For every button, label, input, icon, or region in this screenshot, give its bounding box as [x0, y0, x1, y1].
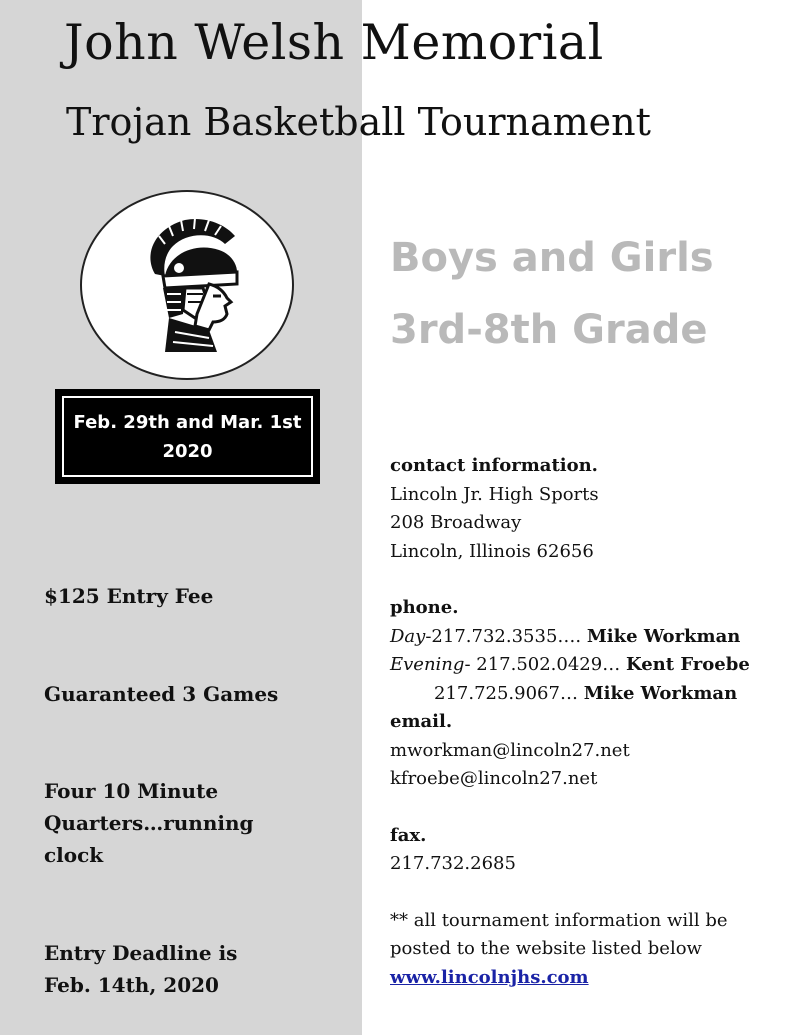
trojan-logo [80, 190, 294, 380]
date-line-2: 2020 [162, 440, 213, 462]
grades-line-1: Boys and Girls [390, 235, 714, 281]
quarters-info [44, 775, 254, 871]
website-link[interactable]: www.lincolnjhs.com [390, 966, 589, 988]
date-line-1: Feb. 29th and Mar. 1st [73, 411, 302, 433]
phone-alt [390, 680, 790, 709]
email-address-2[interactable]: kfroebe@lincoln27.net [390, 768, 598, 789]
left-panel [0, 0, 362, 1035]
quarters-line-1: Four 10 Minute [44, 779, 219, 803]
entry-deadline [44, 937, 237, 1001]
phone-alt-number: 217.725.9067… [434, 682, 578, 704]
phone-evening-number: - 217.502.0429… [464, 654, 621, 675]
phone-day-number: -217.732.3535…. [425, 625, 582, 647]
grades-line-2: 3rd-8th Grade [390, 307, 708, 353]
title-line-2: Trojan Basketball Tournament [66, 100, 651, 144]
deadline-line-1: Entry Deadline is [44, 941, 238, 965]
contact-heading: contact information. [390, 455, 598, 476]
phone-evening-person: Kent Froebe [625, 654, 750, 675]
date-badge [55, 389, 320, 484]
phone-evening-label: Evening [390, 654, 465, 675]
title-line-1: John Welsh Memorial [64, 14, 604, 71]
deadline-line-2: Feb. 14th, 2020 [44, 973, 219, 997]
grades-heading [390, 222, 714, 366]
quarters-line-3: clock [44, 843, 104, 867]
quarters-line-2: Quarters…running [44, 811, 254, 835]
note-line-2: posted to the website listed below [390, 938, 702, 959]
fax-number: 217.732.2685 [390, 853, 516, 874]
phone-alt-person: Mike Workman [583, 682, 738, 704]
contact-section [390, 452, 790, 992]
entry-fee: $125 Entry Fee [44, 584, 214, 608]
phone-evening [390, 651, 790, 680]
note-line-1: ** all tournament information will be [390, 909, 728, 931]
email-heading: email. [390, 711, 453, 732]
contact-name: Lincoln Jr. High Sports [390, 483, 599, 505]
phone-day-label: Day [390, 625, 426, 647]
trojan-helmet-icon [125, 214, 253, 356]
contact-city: Lincoln, Illinois 62656 [390, 540, 594, 562]
phone-day-person: Mike Workman [586, 625, 741, 647]
guaranteed-games: Guaranteed 3 Games [44, 682, 279, 706]
phone-day [390, 623, 790, 652]
fax-heading: fax. [390, 824, 427, 846]
phone-heading: phone. [390, 597, 459, 618]
contact-street: 208 Broadway [390, 512, 522, 533]
email-address-1[interactable]: mworkman@lincoln27.net [390, 739, 630, 761]
